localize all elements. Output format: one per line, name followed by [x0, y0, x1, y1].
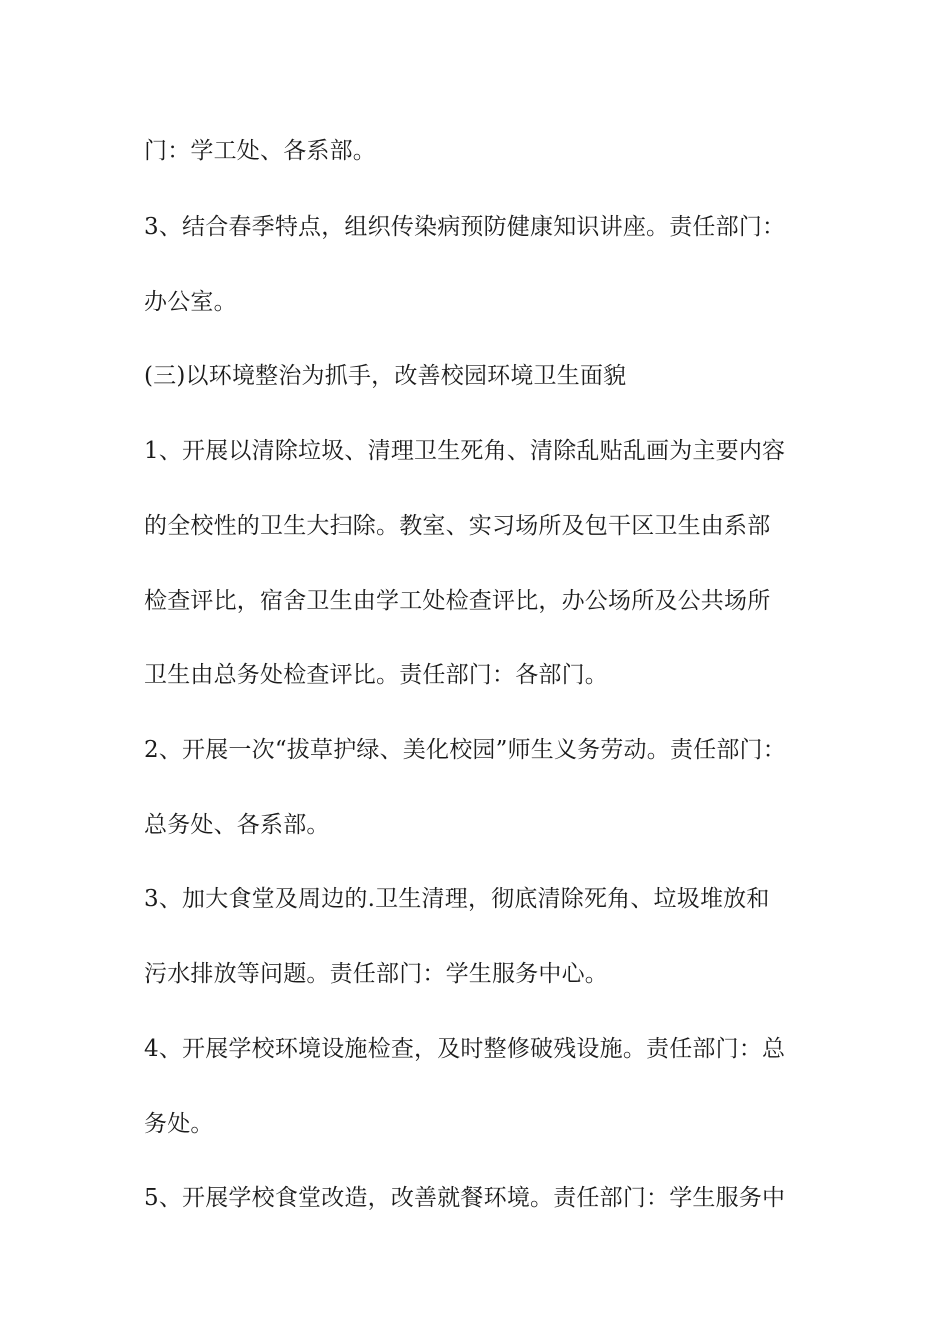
text-line: 务处。	[144, 1111, 214, 1137]
text-line: 5、开展学校食堂改造，改善就餐环境。责任部门：学生服务中	[144, 1185, 786, 1211]
text-line: 总务处、各系部。	[144, 812, 330, 838]
section-heading: (三)以环境整治为抓手，改善校园环境卫生面貌	[144, 363, 627, 389]
text-line: 门：学工处、各系部。	[144, 138, 376, 164]
text-line: 检查评比，宿舍卫生由学工处检查评比，办公场所及公共场所	[144, 588, 771, 614]
text-line: 2、开展一次“拔草护绿、美化校园”师生义务劳动。责任部门：	[144, 737, 786, 763]
text-line: 卫生由总务处检查评比。责任部门：各部门。	[144, 662, 608, 688]
text-line: 3、结合春季特点，组织传染病预防健康知识讲座。责任部门：	[144, 214, 786, 240]
text-line: 办公室。	[144, 289, 237, 315]
text-line: 4、开展学校环境设施检查，及时整修破残设施。责任部门：总	[144, 1036, 786, 1062]
text-line: 的全校性的卫生大扫除。教室、实习场所及包干区卫生由系部	[144, 513, 771, 539]
text-line: 3、加大食堂及周边的.卫生清理，彻底清除死角、垃圾堆放和	[144, 886, 770, 912]
text-line: 污水排放等问题。责任部门：学生服务中心。	[144, 961, 608, 987]
text-line: 1、开展以清除垃圾、清理卫生死角、清除乱贴乱画为主要内容	[144, 438, 786, 464]
